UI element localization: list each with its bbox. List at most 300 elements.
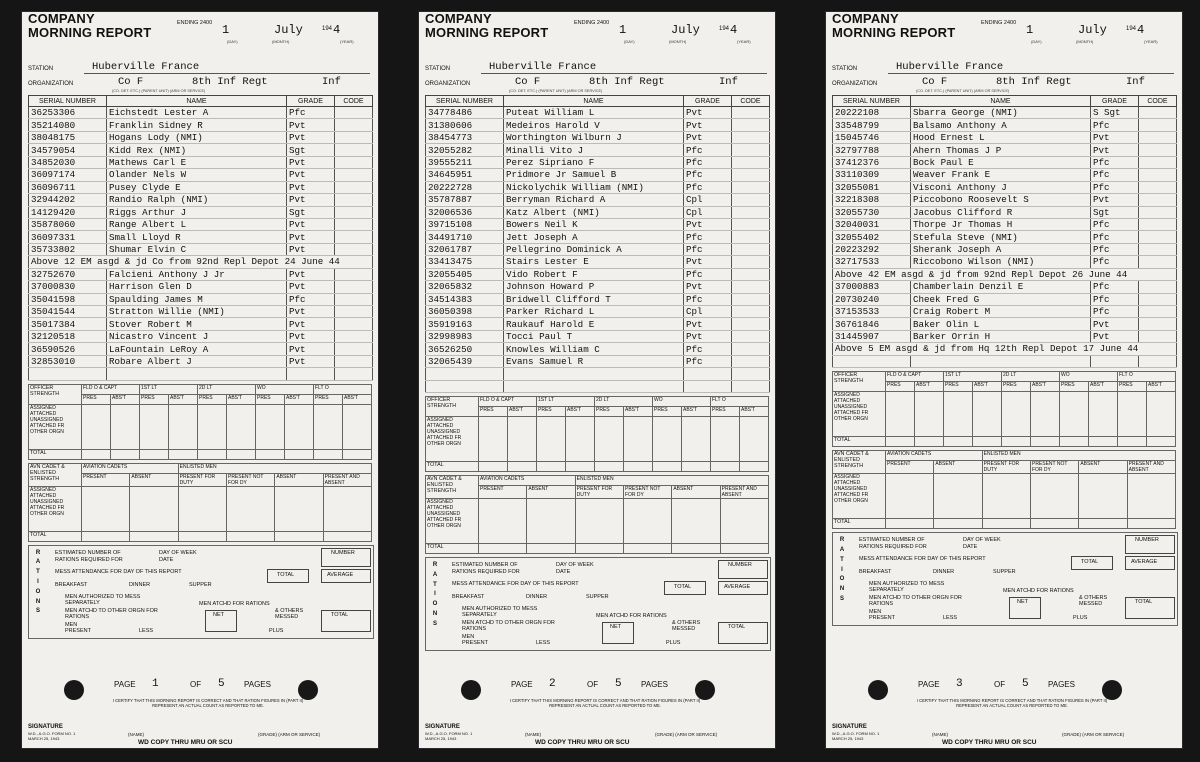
absent-col: ABS'T bbox=[343, 394, 372, 404]
code-cell bbox=[732, 268, 770, 280]
soldier-name: Pellegrino Dominick A bbox=[504, 243, 684, 255]
soldier-grade: Pvt bbox=[684, 107, 732, 119]
serial-number: 34579054 bbox=[29, 144, 107, 156]
soldier-name: Sbarra George (NMI) bbox=[911, 107, 1091, 119]
officer-total-label: TOTAL bbox=[29, 449, 82, 459]
soldier-name: Eichstedt Lester A bbox=[107, 107, 287, 119]
present-col: PRES bbox=[479, 407, 508, 417]
code-cell bbox=[732, 119, 770, 131]
soldier-grade: Pvt bbox=[287, 243, 335, 255]
table-row bbox=[833, 293, 1177, 305]
mess-attendance: MESS ATTENDANCE FOR DAY OF THIS REPORT bbox=[452, 581, 579, 588]
code-cell bbox=[732, 169, 770, 181]
rations-letter: I bbox=[37, 579, 39, 586]
code-cell bbox=[732, 343, 770, 355]
certification-text: I CERTIFY THAT THIS MORNING REPORT IS CORRECT AND THAT RATION FIGURES IN (PART II) REPRESENT AN ACTUAL COUNT AS REPORTED TO ME. bbox=[112, 698, 304, 708]
serial-number: 35041598 bbox=[29, 293, 107, 305]
less-label: LESS bbox=[943, 615, 958, 622]
soldier-grade: Pvt bbox=[287, 231, 335, 243]
rations-section bbox=[425, 557, 771, 651]
soldier-grade: Pvt bbox=[287, 156, 335, 168]
serial-number: 33413475 bbox=[426, 256, 504, 268]
soldier-grade: Pfc bbox=[1091, 306, 1139, 318]
remark-text: Above 12 EM asgd & jd Co from 92nd Repl Depot 24 June 44 bbox=[29, 256, 373, 268]
fld-o-capt-header: FLD O & CAPT bbox=[886, 372, 944, 382]
enlisted-row-labels: ASSIGNED ATTACHED UNASSIGNED ATTACHED FR OTHER ORGN bbox=[426, 499, 479, 544]
soldier-grade: Pvt bbox=[287, 281, 335, 293]
mess-average: AVERAGE bbox=[1131, 559, 1158, 566]
strength-row-labels: ASSIGNED ATTACHED UNASSIGNED ATTACHED FR OTHER ORGN bbox=[833, 392, 886, 437]
serial-number: 15045746 bbox=[833, 131, 911, 143]
soldier-name: Minalli Vito J bbox=[504, 144, 684, 156]
flt-o-header: FLT O bbox=[711, 397, 769, 407]
others-label: & OTHERS MESSED bbox=[1079, 595, 1108, 608]
soldier-grade: Pfc bbox=[287, 107, 335, 119]
mess-attendance: MESS ATTENDANCE FOR DAY OF THIS REPORT bbox=[859, 556, 986, 563]
table-row bbox=[29, 268, 373, 280]
absent-col: ABS'T bbox=[1031, 382, 1060, 392]
supper-label: SUPPER bbox=[189, 581, 212, 588]
page-number: 2 bbox=[549, 678, 556, 690]
code-cell bbox=[335, 355, 373, 367]
officer-strength-label: OFFICER STRENGTH bbox=[29, 384, 82, 404]
code-cell bbox=[335, 281, 373, 293]
serial-number: 32055081 bbox=[833, 181, 911, 193]
code-cell bbox=[335, 156, 373, 168]
rations-letter: T bbox=[36, 569, 40, 576]
organization-label: ORGANIZATION bbox=[832, 81, 878, 87]
report-header bbox=[22, 12, 378, 60]
soldier-name: Barker Orrin H bbox=[911, 330, 1091, 342]
table-row bbox=[29, 206, 373, 218]
absent-col: ABS'T bbox=[1147, 382, 1176, 392]
code-cell bbox=[1139, 131, 1177, 143]
present-col: PRES bbox=[82, 394, 111, 404]
serial-number: 35787887 bbox=[426, 194, 504, 206]
mess-total: TOTAL bbox=[277, 571, 295, 578]
table-row bbox=[29, 306, 373, 318]
soldier-name: Thorpe Jr Thomas H bbox=[911, 218, 1091, 230]
present-col: PRES bbox=[256, 394, 285, 404]
code-cell bbox=[1139, 281, 1177, 293]
second-lt-header: 2D LT bbox=[198, 384, 256, 394]
soldier-name: Tocci Paul T bbox=[504, 330, 684, 342]
code-cell bbox=[732, 281, 770, 293]
rations-letter: O bbox=[839, 576, 845, 583]
table-row bbox=[833, 218, 1177, 230]
ending-label: ENDING 2400 bbox=[574, 20, 610, 26]
code-cell bbox=[1139, 318, 1177, 330]
flt-o-header: FLT O bbox=[1118, 372, 1176, 382]
col-serial: SERIAL NUMBER bbox=[426, 96, 504, 107]
serial-number: 20223292 bbox=[833, 243, 911, 255]
table-row bbox=[29, 156, 373, 168]
soldier-name: Balsamo Anthony A bbox=[911, 119, 1091, 131]
page-word: PAGE bbox=[114, 680, 136, 689]
soldier-name: Harrison Glen D bbox=[107, 281, 287, 293]
avn-cadet-label: AVN CADET & ENLISTED STRENGTH bbox=[29, 463, 82, 486]
atchd-label: MEN ATCHD TO OTHER ORGN FOR RATIONS bbox=[869, 595, 962, 608]
table-row bbox=[833, 131, 1177, 143]
rations-date: DATE bbox=[159, 556, 174, 563]
serial-number: 37000883 bbox=[833, 281, 911, 293]
report-month: July bbox=[274, 23, 303, 37]
serial-number: 32218308 bbox=[833, 194, 911, 206]
wo-header: WO bbox=[653, 397, 711, 407]
report-header bbox=[419, 12, 775, 60]
less-label: LESS bbox=[139, 627, 154, 634]
rations-section bbox=[832, 532, 1178, 626]
table-row bbox=[426, 231, 770, 243]
table-row bbox=[833, 318, 1177, 330]
table-row bbox=[833, 181, 1177, 193]
soldier-grade: Pfc bbox=[684, 144, 732, 156]
rations-side-label bbox=[838, 536, 846, 605]
code-cell bbox=[335, 218, 373, 230]
soldier-name: Small Lloyd R bbox=[107, 231, 287, 243]
rations-letter: N bbox=[432, 611, 438, 618]
ending-label: ENDING 2400 bbox=[981, 20, 1017, 26]
present-col: PRES bbox=[595, 407, 624, 417]
page-number: 1 bbox=[152, 678, 159, 690]
rations-letter: R bbox=[35, 549, 41, 556]
soldier-name: Nicastro Vincent J bbox=[107, 330, 287, 342]
em-present-duty: PRESENT FOR DUTY bbox=[575, 486, 623, 499]
mess-average: AVERAGE bbox=[327, 571, 354, 578]
soldier-grade: Pfc bbox=[684, 169, 732, 181]
avn-cadet-label: AVN CADET & ENLISTED STRENGTH bbox=[426, 476, 479, 499]
wo-header: WO bbox=[1060, 372, 1118, 382]
table-row bbox=[426, 343, 770, 355]
plus-label: PLUS bbox=[269, 627, 284, 634]
em-present-absent: PRESENT AND ABSENT bbox=[720, 486, 768, 499]
soldier-name: Berryman Richard A bbox=[504, 194, 684, 206]
atchd-for-label: MEN ATCHD FOR RATIONS bbox=[596, 613, 667, 620]
copy-routing: WD COPY THRU MRU OR SCU bbox=[138, 739, 233, 746]
soldier-name: Pridmore Jr Samuel B bbox=[504, 169, 684, 181]
net-label: NET bbox=[1017, 599, 1028, 606]
serial-number: 32040031 bbox=[833, 218, 911, 230]
day-label: (DAY) bbox=[624, 39, 635, 44]
remark-row bbox=[833, 268, 1177, 280]
rations-est: ESTIMATED NUMBER OF bbox=[859, 537, 925, 544]
em-absent: ABSENT bbox=[672, 486, 720, 499]
col-grade: GRADE bbox=[1091, 96, 1139, 107]
serial-number: 37153533 bbox=[833, 306, 911, 318]
soldier-name: Stefula Steve (NMI) bbox=[911, 231, 1091, 243]
serial-number: 33548799 bbox=[833, 119, 911, 131]
code-cell bbox=[732, 206, 770, 218]
col-grade: GRADE bbox=[684, 96, 732, 107]
soldier-grade: Pfc bbox=[684, 243, 732, 255]
code-cell bbox=[335, 206, 373, 218]
rations-date: DATE bbox=[556, 569, 571, 576]
first-lt-header: 1ST LT bbox=[140, 384, 198, 394]
soldier-name: Visconi Anthony J bbox=[911, 181, 1091, 193]
rations-letter: N bbox=[839, 586, 845, 593]
serial-number: 32944202 bbox=[29, 194, 107, 206]
report-day: 1 bbox=[222, 23, 230, 37]
code-cell bbox=[1139, 194, 1177, 206]
serial-number: 32853010 bbox=[29, 355, 107, 367]
atchd-for-label: MEN ATCHD FOR RATIONS bbox=[1003, 588, 1074, 595]
table-row bbox=[833, 206, 1177, 218]
table-row bbox=[833, 194, 1177, 206]
copy-routing: WD COPY THRU MRU OR SCU bbox=[942, 739, 1037, 746]
serial-number: 32752670 bbox=[29, 268, 107, 280]
rations-number: NUMBER bbox=[728, 562, 752, 569]
rations-total: TOTAL bbox=[331, 611, 349, 618]
enlisted-total-label: TOTAL bbox=[426, 544, 479, 554]
absent-col: ABS'T bbox=[508, 407, 537, 417]
serial-number: 14129420 bbox=[29, 206, 107, 218]
soldier-name: Stover Robert M bbox=[107, 318, 287, 330]
code-cell bbox=[335, 181, 373, 193]
serial-number: 32717533 bbox=[833, 256, 911, 268]
soldier-name: Evans Samuel R bbox=[504, 355, 684, 367]
org-sublabels: (CO. DET. ETC.) (PARENT UNIT) (ARM OR SERVICE) bbox=[509, 89, 603, 93]
strength-row-labels: ASSIGNED ATTACHED UNASSIGNED ATTACHED FR OTHER ORGN bbox=[29, 404, 82, 449]
code-cell bbox=[732, 231, 770, 243]
serial-number: 36096711 bbox=[29, 181, 107, 193]
absent-col: ABS'T bbox=[624, 407, 653, 417]
table-row bbox=[29, 343, 373, 355]
blank-row bbox=[426, 368, 770, 380]
soldier-grade: Pvt bbox=[1091, 131, 1139, 143]
atchd-for-label: MEN ATCHD FOR RATIONS bbox=[199, 600, 270, 607]
table-row bbox=[833, 281, 1177, 293]
page-total: 5 bbox=[1022, 678, 1029, 690]
soldier-name: Falcieni Anthony J Jr bbox=[107, 268, 287, 280]
men-present-label: MEN PRESENT bbox=[462, 634, 488, 647]
soldier-name: Riggs Arthur J bbox=[107, 206, 287, 218]
soldier-grade: Pvt bbox=[684, 218, 732, 230]
table-row bbox=[426, 218, 770, 230]
officer-strength-grid bbox=[425, 396, 769, 472]
soldier-grade: Pfc bbox=[1091, 218, 1139, 230]
remark-row bbox=[29, 256, 373, 268]
soldier-grade: Cpl bbox=[684, 306, 732, 318]
organization-line bbox=[419, 75, 775, 95]
code-cell bbox=[1139, 206, 1177, 218]
enlisted-strength-grid bbox=[425, 475, 769, 554]
soldier-name: Katz Albert (NMI) bbox=[504, 206, 684, 218]
rations-letter: T bbox=[433, 581, 437, 588]
day-label: (DAY) bbox=[1031, 39, 1042, 44]
org-sublabels: (CO. DET. ETC.) (PARENT UNIT) (ARM OR SERVICE) bbox=[916, 89, 1010, 93]
atchd-label: MEN ATCHD TO OTHER ORGN FOR RATIONS bbox=[462, 620, 555, 633]
report-day: 1 bbox=[619, 23, 627, 37]
mess-total: TOTAL bbox=[1081, 559, 1099, 566]
present-col: PRES bbox=[653, 407, 682, 417]
soldier-grade: Pfc bbox=[684, 293, 732, 305]
absent-col: ABS'T bbox=[566, 407, 595, 417]
org-sublabels: (CO. DET. ETC.) (PARENT UNIT) (ARM OR SERVICE) bbox=[112, 89, 206, 93]
col-serial: SERIAL NUMBER bbox=[29, 96, 107, 107]
supper-label: SUPPER bbox=[586, 594, 609, 601]
table-row bbox=[29, 218, 373, 230]
avn-cadet-label: AVN CADET & ENLISTED STRENGTH bbox=[833, 451, 886, 474]
serial-number: 32006536 bbox=[426, 206, 504, 218]
soldier-grade: Pvt bbox=[287, 318, 335, 330]
soldier-grade: Pfc bbox=[1091, 293, 1139, 305]
table-row bbox=[833, 119, 1177, 131]
cadet-absent: ABSENT bbox=[934, 461, 982, 474]
soldier-name: Chamberlain Denzil E bbox=[911, 281, 1091, 293]
code-cell bbox=[732, 144, 770, 156]
table-row bbox=[833, 243, 1177, 255]
code-cell bbox=[1139, 169, 1177, 181]
report-year: 4 bbox=[730, 23, 738, 37]
remark-text: Above 42 EM asgd & jd from 92nd Repl Depot 26 June 44 bbox=[833, 268, 1177, 280]
auth-label: MEN AUTHORIZED TO MESS SEPARATELY bbox=[869, 581, 945, 594]
serial-number: 39555211 bbox=[426, 156, 504, 168]
soldier-name: Knowles William C bbox=[504, 343, 684, 355]
col-grade: GRADE bbox=[287, 96, 335, 107]
soldier-name: Ahern Thomas J P bbox=[911, 144, 1091, 156]
present-col: PRES bbox=[314, 394, 343, 404]
soldier-grade: Pfc bbox=[684, 268, 732, 280]
soldier-name: Franklin Sidney R bbox=[107, 119, 287, 131]
soldier-name: Mathews Carl E bbox=[107, 156, 287, 168]
dinner-label: DINNER bbox=[129, 581, 151, 588]
officer-total-label: TOTAL bbox=[426, 462, 479, 472]
soldier-name: Perez Sipriano F bbox=[504, 156, 684, 168]
soldier-grade: Pvt bbox=[684, 119, 732, 131]
soldier-name: Robare Albert J bbox=[107, 355, 287, 367]
name-label: (NAME) bbox=[932, 732, 948, 737]
year-label: (YEAR) bbox=[737, 39, 751, 44]
soldier-grade: Pfc bbox=[1091, 281, 1139, 293]
rations-letter: O bbox=[432, 601, 438, 608]
breakfast-label: BREAKFAST bbox=[859, 569, 892, 576]
present-col: PRES bbox=[944, 382, 973, 392]
roster-table bbox=[425, 95, 770, 393]
soldier-grade: Pvt bbox=[1091, 330, 1139, 342]
page-count-line bbox=[22, 676, 378, 696]
serial-number: 34645951 bbox=[426, 169, 504, 181]
remark-row bbox=[833, 343, 1177, 355]
present-col: PRES bbox=[198, 394, 227, 404]
enlisted-men-header: ENLISTED MEN bbox=[982, 451, 1175, 461]
soldier-name: Sherank Joseph A bbox=[911, 243, 1091, 255]
strength-row-labels: ASSIGNED ATTACHED UNASSIGNED ATTACHED FR OTHER ORGN bbox=[426, 417, 479, 462]
col-name: NAME bbox=[107, 96, 287, 107]
page-number: 3 bbox=[956, 678, 963, 690]
code-cell bbox=[1139, 330, 1177, 342]
roster-table bbox=[832, 95, 1177, 368]
roster-table bbox=[28, 95, 373, 381]
serial-number: 20730240 bbox=[833, 293, 911, 305]
soldier-name: Shumar Elvin C bbox=[107, 243, 287, 255]
page-word: PAGE bbox=[511, 680, 533, 689]
soldier-name: Olander Nels W bbox=[107, 169, 287, 181]
code-cell bbox=[1139, 181, 1177, 193]
soldier-grade: Pvt bbox=[287, 194, 335, 206]
year-prefix: 194 bbox=[1126, 26, 1137, 32]
report-month: July bbox=[1078, 23, 1107, 37]
code-cell bbox=[335, 243, 373, 255]
code-cell bbox=[1139, 293, 1177, 305]
soldier-name: Range Albert L bbox=[107, 218, 287, 230]
serial-number: 32998983 bbox=[426, 330, 504, 342]
code-cell bbox=[1139, 256, 1177, 268]
pages-word: PAGES bbox=[244, 680, 271, 689]
officer-strength-grid bbox=[28, 384, 372, 460]
soldier-name: Riccobono Wilson (NMI) bbox=[911, 256, 1091, 268]
station-line bbox=[22, 60, 378, 75]
organization-label: ORGANIZATION bbox=[425, 81, 471, 87]
code-cell bbox=[1139, 243, 1177, 255]
soldier-grade: Pvt bbox=[684, 131, 732, 143]
serial-number: 34778486 bbox=[426, 107, 504, 119]
serial-number: 35041544 bbox=[29, 306, 107, 318]
serial-number: 35878060 bbox=[29, 218, 107, 230]
rations-dow: DAY OF WEEK bbox=[159, 549, 197, 556]
em-present-not-duty: PRESENT NOT FOR DY bbox=[1030, 461, 1078, 474]
officer-total-label: TOTAL bbox=[833, 437, 886, 447]
serial-number: 38454773 bbox=[426, 131, 504, 143]
serial-number: 36253306 bbox=[29, 107, 107, 119]
serial-number: 34852030 bbox=[29, 156, 107, 168]
station-label: STATION bbox=[28, 66, 54, 72]
rations-req: RATIONS REQUIRED FOR bbox=[452, 569, 520, 576]
first-lt-header: 1ST LT bbox=[944, 372, 1002, 382]
soldier-grade: Pvt bbox=[287, 181, 335, 193]
soldier-grade: Sgt bbox=[287, 206, 335, 218]
col-name: NAME bbox=[911, 96, 1091, 107]
soldier-name: Cheek Fred G bbox=[911, 293, 1091, 305]
form-number: W.D., A.G.O. FORM NO. 1 bbox=[28, 731, 76, 736]
grade-arm-label: (GRADE) (ARM OR SERVICE) bbox=[258, 732, 321, 737]
serial-number: 37412376 bbox=[833, 156, 911, 168]
table-row bbox=[29, 355, 373, 367]
code-cell bbox=[1139, 119, 1177, 131]
serial-number: 36050398 bbox=[426, 306, 504, 318]
table-row bbox=[833, 169, 1177, 181]
serial-number: 31445907 bbox=[833, 330, 911, 342]
soldier-name: Hogans Lody (NMI) bbox=[107, 131, 287, 143]
table-row bbox=[426, 293, 770, 305]
soldier-name: Jett Joseph A bbox=[504, 231, 684, 243]
table-row bbox=[29, 293, 373, 305]
mess-average: AVERAGE bbox=[724, 584, 751, 591]
table-row bbox=[426, 281, 770, 293]
org-parent-unit: 8th Inf Regt bbox=[192, 76, 268, 88]
blank-row bbox=[833, 355, 1177, 367]
soldier-grade: Pfc bbox=[684, 231, 732, 243]
soldier-name: Medeiros Harold V bbox=[504, 119, 684, 131]
supper-label: SUPPER bbox=[993, 569, 1016, 576]
table-row bbox=[426, 318, 770, 330]
soldier-grade: Pfc bbox=[1091, 256, 1139, 268]
code-cell bbox=[335, 144, 373, 156]
rations-letter: T bbox=[840, 556, 844, 563]
table-row bbox=[29, 330, 373, 342]
rations-letter: A bbox=[839, 546, 845, 553]
rations-dow: DAY OF WEEK bbox=[963, 537, 1001, 544]
report-title: COMPANY MORNING REPORT bbox=[28, 12, 152, 40]
serial-number: 35733802 bbox=[29, 243, 107, 255]
page-count-line bbox=[826, 676, 1182, 696]
code-cell bbox=[335, 306, 373, 318]
rations-total: TOTAL bbox=[1135, 599, 1153, 606]
soldier-grade: Pfc bbox=[1091, 169, 1139, 181]
signature-label: SIGNATURE bbox=[832, 724, 867, 730]
soldier-name: Stairs Lester E bbox=[504, 256, 684, 268]
rations-date: DATE bbox=[963, 544, 978, 551]
soldier-name: Weaver Frank E bbox=[911, 169, 1091, 181]
